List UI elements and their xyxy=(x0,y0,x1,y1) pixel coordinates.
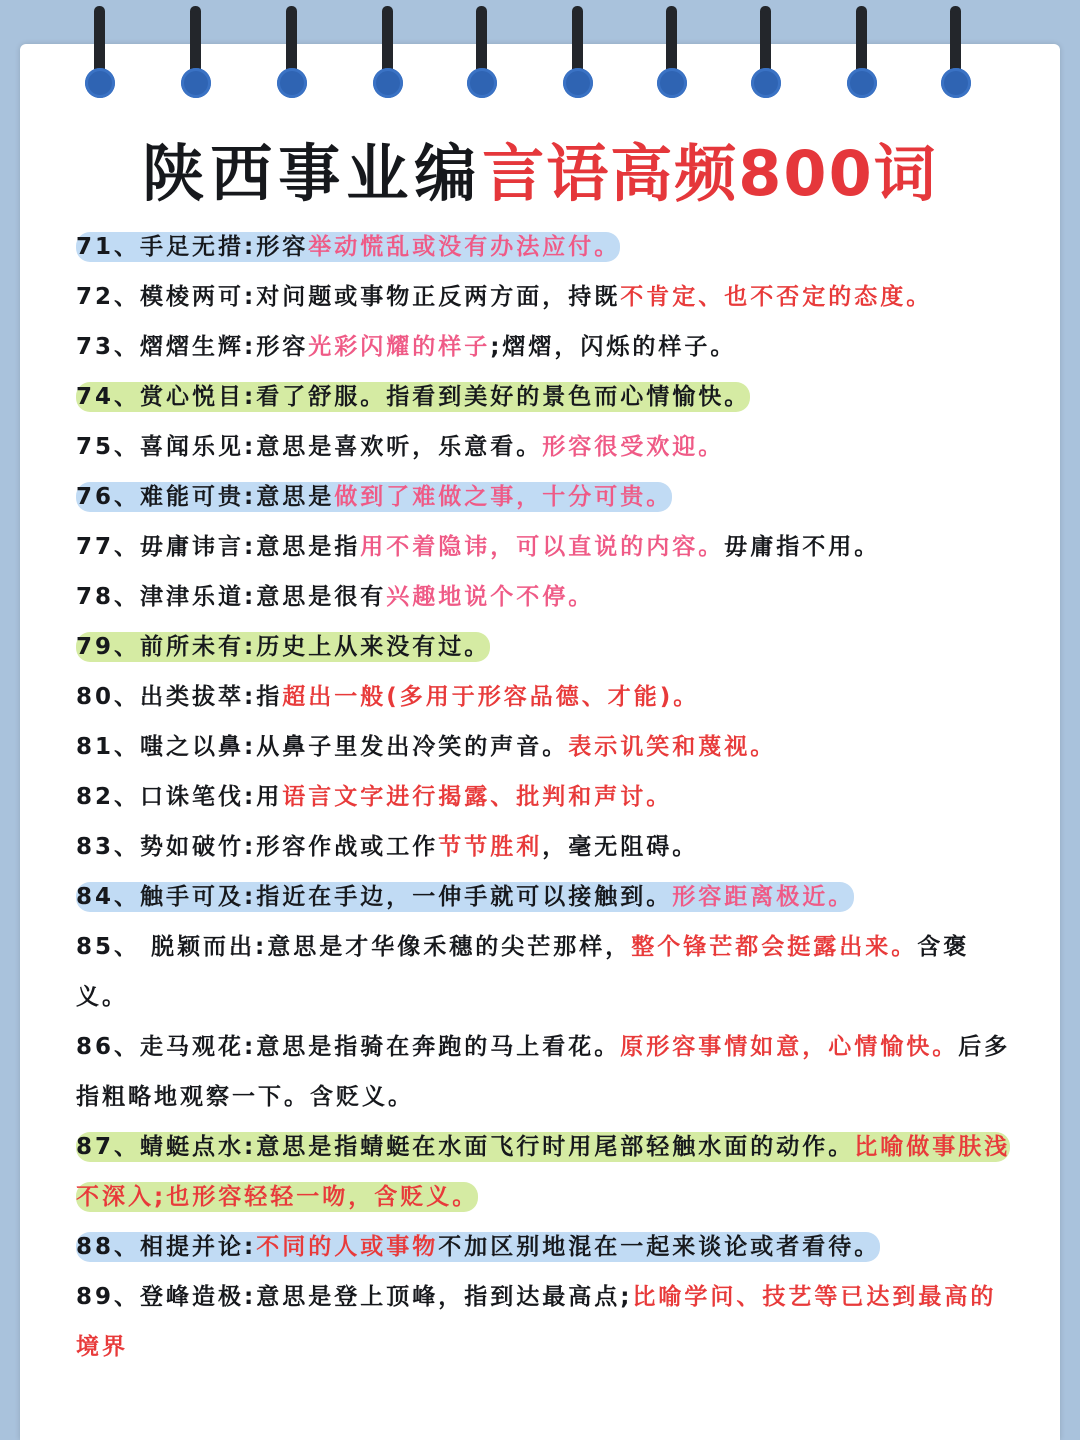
binding-ring xyxy=(939,0,973,110)
entry-plain-text: 87、蜻蜓点水:意思是指蜻蜓在水面飞行时用尾部轻触水面的动作。 xyxy=(76,1134,855,1160)
entry-highlight-text: 形容距离极近。 xyxy=(672,884,855,910)
entry-plain-text: 78、津津乐道:意思是很有 xyxy=(76,584,387,610)
entry-plain-text: ，毫无阻碍。 xyxy=(542,834,699,860)
idiom-entry xyxy=(76,822,1011,872)
binding-ring xyxy=(561,0,595,110)
idiom-entry xyxy=(76,422,1011,472)
entry-plain-text: 80、出类拔萃:指 xyxy=(76,684,283,710)
entry-plain-text: 75、喜闻乐见:意思是喜欢听，乐意看。 xyxy=(76,434,543,460)
entry-plain-text: 85、 脱颖而出:意思是才华像禾穗的尖芒那样， xyxy=(76,934,632,960)
entry-text xyxy=(76,632,490,662)
entry-plain-text: 73、熠熠生辉:形容 xyxy=(76,334,309,360)
entry-plain-text: 79、前所未有:历史上从来没有过。 xyxy=(76,634,491,660)
entry-highlight-text: 形容很受欢迎。 xyxy=(542,434,725,460)
entry-text xyxy=(76,232,620,262)
entry-text xyxy=(76,934,969,1010)
entry-text xyxy=(76,434,724,460)
ring-hole xyxy=(563,68,593,98)
idiom-entry xyxy=(76,472,1011,522)
entry-text xyxy=(76,1284,996,1360)
entry-text xyxy=(76,482,672,512)
binding-ring xyxy=(179,0,213,110)
entry-text xyxy=(76,1034,1010,1110)
entry-highlight-text: 整个锋芒都会挺露出来。 xyxy=(631,934,918,960)
entry-highlight-text: 比喻学问、技艺等已达到最高的境界 xyxy=(76,1284,997,1360)
entry-highlight-text: 超出一般(多用于形容品德、才能)。 xyxy=(282,684,700,710)
entry-highlight-text: 表示讥笑和蔑视。 xyxy=(568,734,777,760)
entry-highlight-text: 不同的人或事物 xyxy=(256,1234,439,1260)
idiom-entry xyxy=(76,622,1011,672)
entry-highlight-text: 语言文字进行揭露、批判和声讨。 xyxy=(282,784,673,810)
entry-plain-text: 毋庸指不用。 xyxy=(724,534,881,560)
title-part1: 陕西事业编 xyxy=(142,137,483,210)
entry-text xyxy=(76,1232,880,1262)
idiom-entry xyxy=(76,1272,1011,1372)
entry-text xyxy=(76,584,594,610)
ring-hole xyxy=(941,68,971,98)
entry-highlight-text: 光彩闪耀的样子 xyxy=(308,334,491,360)
entry-text xyxy=(76,1132,1010,1212)
entry-plain-text: 86、走马观花:意思是指骑在奔跑的马上看花。 xyxy=(76,1034,621,1060)
ring-hole xyxy=(467,68,497,98)
page-title xyxy=(0,124,1080,213)
entry-text xyxy=(76,684,699,710)
entry-highlight-text: 举动慌乱或没有办法应付。 xyxy=(308,234,621,260)
binding-ring xyxy=(845,0,879,110)
ring-hole xyxy=(277,68,307,98)
entry-plain-text: 88、相提并论: xyxy=(76,1234,257,1260)
idiom-entry xyxy=(76,722,1011,772)
title-part2: 言语高频800词 xyxy=(482,137,938,210)
entry-plain-text: 含褒义。 xyxy=(76,934,970,1010)
entry-text xyxy=(76,882,854,912)
binding-ring xyxy=(749,0,783,110)
entry-text xyxy=(76,834,698,860)
idiom-entry xyxy=(76,872,1011,922)
entry-highlight-text: 节节胜利 xyxy=(438,834,543,860)
binding-ring xyxy=(655,0,689,110)
entry-highlight-text: 兴趣地说个不停。 xyxy=(386,584,595,610)
entry-plain-text: 74、赏心悦目:看了舒服。指看到美好的景色而心情愉快。 xyxy=(76,384,751,410)
idiom-entry xyxy=(76,672,1011,722)
entry-text xyxy=(76,784,672,810)
idiom-entry xyxy=(76,272,1011,322)
entry-plain-text: 72、模棱两可:对问题或事物正反两方面，持既 xyxy=(76,284,621,310)
binding-ring xyxy=(275,0,309,110)
ring-hole xyxy=(847,68,877,98)
entry-plain-text: 71、手足无措:形容 xyxy=(76,234,309,260)
entry-plain-text: 77、毋庸讳言:意思是指 xyxy=(76,534,361,560)
entry-plain-text: 84、触手可及:指近在手边，一伸手就可以接触到。 xyxy=(76,884,673,910)
idiom-entry xyxy=(76,372,1011,422)
entry-plain-text: 不加区别地混在一起来谈论或者看待。 xyxy=(438,1234,881,1260)
idiom-entry xyxy=(76,222,1011,272)
idiom-entry xyxy=(76,772,1011,822)
idiom-entry xyxy=(76,1122,1011,1222)
entry-text xyxy=(76,534,880,560)
binding-ring xyxy=(465,0,499,110)
entry-plain-text: 89、登峰造极:意思是登上顶峰，指到达最高点; xyxy=(76,1284,633,1310)
idiom-entry xyxy=(76,572,1011,622)
entry-text xyxy=(76,334,736,360)
idiom-entry xyxy=(76,522,1011,572)
ring-hole xyxy=(85,68,115,98)
entry-plain-text: 后多指粗略地观察一下。含贬义。 xyxy=(76,1034,1011,1110)
entry-plain-text: 81、嗤之以鼻:从鼻子里发出冷笑的声音。 xyxy=(76,734,569,760)
entry-text xyxy=(76,284,932,310)
entry-text xyxy=(76,734,776,760)
binding-ring xyxy=(83,0,117,110)
ring-hole xyxy=(373,68,403,98)
idiom-entry xyxy=(76,1222,1011,1272)
binding-ring xyxy=(371,0,405,110)
entry-highlight-text: 原形容事情如意，心情愉快。 xyxy=(620,1034,959,1060)
entry-plain-text: 82、口诛笔伐:用 xyxy=(76,784,283,810)
ring-hole xyxy=(751,68,781,98)
entry-plain-text: 83、势如破竹:形容作战或工作 xyxy=(76,834,439,860)
entry-highlight-text: 比喻做事肤浅不深入;也形容轻轻一吻，含贬义。 xyxy=(76,1134,1011,1210)
entry-plain-text: 76、难能可贵:意思是 xyxy=(76,484,335,510)
idiom-list xyxy=(76,222,1011,1372)
entry-highlight-text: 用不着隐讳，可以直说的内容。 xyxy=(360,534,725,560)
entry-highlight-text: 做到了难做之事，十分可贵。 xyxy=(334,484,673,510)
entry-plain-text: ;熠熠，闪烁的样子。 xyxy=(490,334,737,360)
entry-text xyxy=(76,382,750,412)
idiom-entry xyxy=(76,322,1011,372)
idiom-entry xyxy=(76,922,1011,1022)
idiom-entry xyxy=(76,1022,1011,1122)
entry-highlight-text: 不肯定、也不否定的态度。 xyxy=(620,284,933,310)
ring-hole xyxy=(657,68,687,98)
ring-hole xyxy=(181,68,211,98)
